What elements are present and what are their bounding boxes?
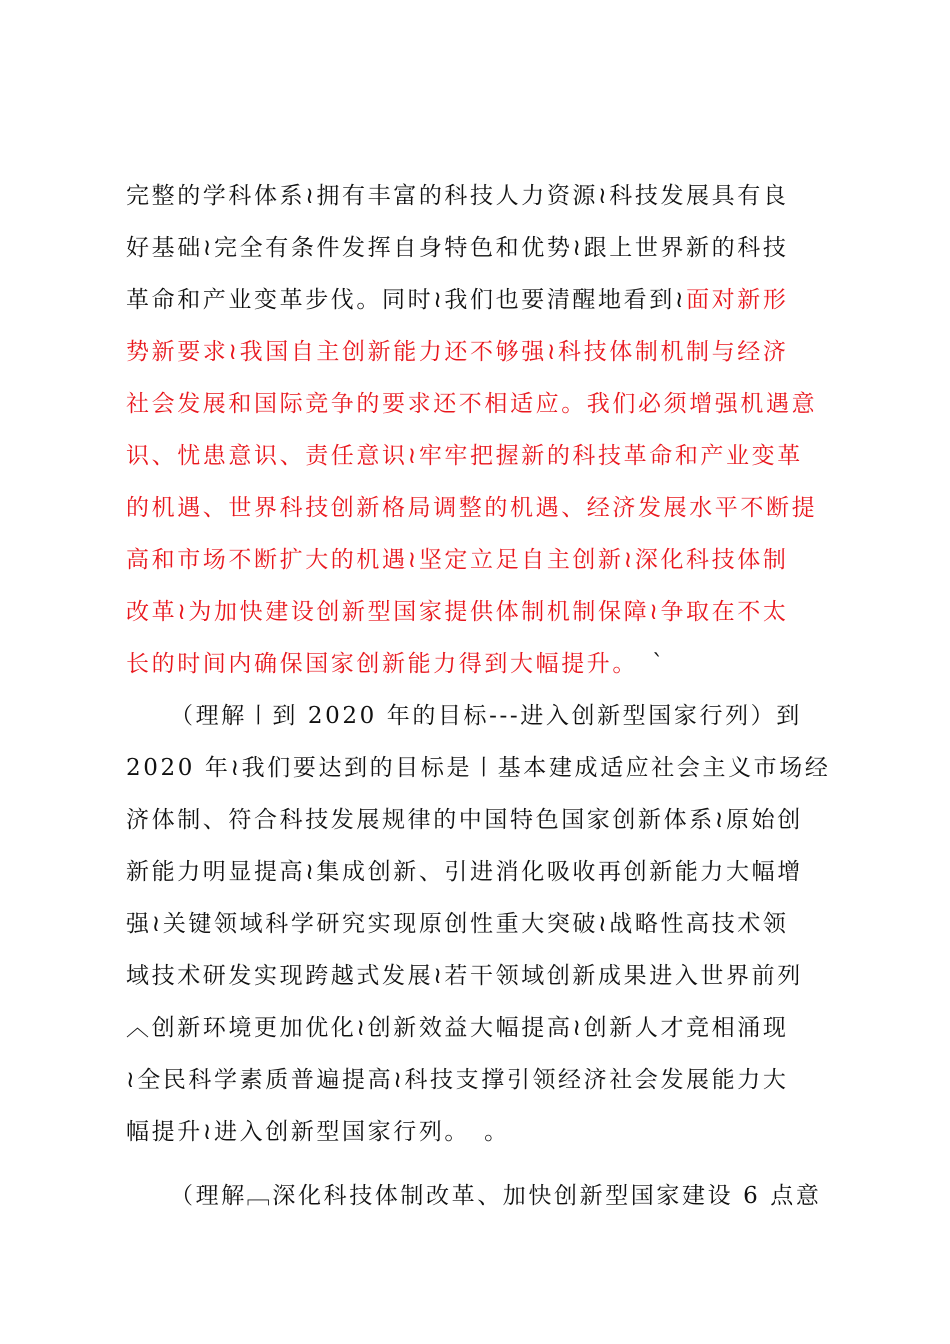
text-line-18: ≀全民科学素质普遍提高≀科技支撑引领经济社会发展能力大	[126, 1067, 789, 1093]
text-line-11: （理解〡到 2020 年的目标---进入创新型国家行列）到	[170, 703, 802, 729]
text-line-8: 高和市场不断扩大的机遇≀坚定立足自主创新≀深化科技体制	[126, 547, 789, 573]
text-line-19: 幅提升≀进入创新型国家行列。 。	[126, 1119, 510, 1145]
text-line-20: （理解﹇深化科技体制改革、加快创新型国家建设 6 点意	[170, 1183, 822, 1209]
text-line-13: 济体制、符合科技发展规律的中国特色国家创新体系≀原始创	[126, 807, 803, 833]
text-line-3	[126, 274, 826, 326]
text-line-14: 新能力明显提高≀集成创新、引进消化吸收再创新能力大幅增	[126, 859, 803, 885]
text-line-3-red: 面对新形	[686, 287, 789, 313]
text-line-2: 好基础≀完全有条件发挥自身特色和优势≀跟上世界新的科技	[126, 235, 789, 261]
text-line-10-black: `	[626, 651, 667, 677]
text-line-4: 势新要求≀我国自主创新能力还不够强≀科技体制机制与经济	[126, 339, 789, 365]
text-line-9: 改革≀为加快建设创新型国家提供体制机制保障≀争取在不太	[126, 599, 789, 625]
text-line-7: 的机遇、世界科技创新格局调整的机遇、经济发展水平不断提	[126, 495, 818, 521]
text-line-10-red: 长的时间内确保国家创新能力得到大幅提升。	[126, 651, 627, 677]
text-line-10	[126, 638, 826, 690]
text-line-6: 识、忧患意识、责任意识≀牢牢把握新的科技革命和产业变革	[126, 443, 803, 469]
text-line-12: 2020 年≀我们要达到的目标是〡基本建成适应社会主义市场经	[126, 755, 831, 781]
text-line-5: 社会发展和国际竞争的要求还不相适应。我们必须增强机遇意	[126, 391, 818, 417]
text-line-17: ︿创新环境更加优化≀创新效益大幅提高≀创新人才竞相涌现	[126, 1015, 789, 1041]
text-line-1: 完整的学科体系≀拥有丰富的科技人力资源≀科技发展具有良	[126, 183, 789, 209]
text-line-16: 域技术研发实现跨越式发展≀若干领域创新成果进入世界前列	[126, 963, 803, 989]
text-line-15: 强≀关键领域科学研究实现原创性重大突破≀战略性高技术领	[126, 911, 789, 937]
text-line-3-black: 革命和产业变革步伐。同时≀我们也要清醒地看到≀	[126, 287, 687, 313]
